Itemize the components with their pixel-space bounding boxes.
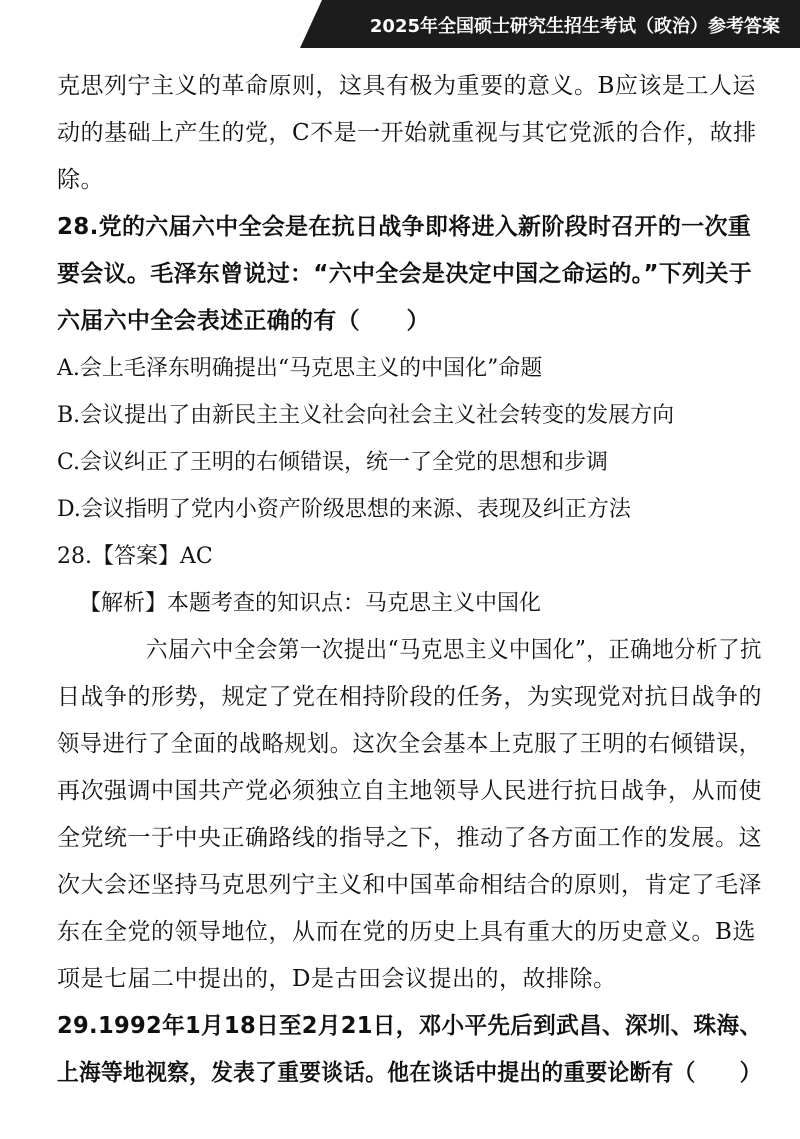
header-title: 2025年全国硕士研究生招生考试（政治）参考答案 [369,16,780,37]
text-line: 领导进行了全面的战略规划。这次全会基本上克服了王明的右倾错误， [57,731,762,757]
page-content [57,63,762,1097]
analysis-heading: 【解析】本题考查的知识点：马克思主义中国化 [79,591,542,616]
text-line: 除。 [57,167,104,193]
answer-line: 28.【答案】AC [57,544,213,569]
continuation-paragraph [57,63,762,204]
question-line: 29.1992年1月18日至2月21日，邓小平先后到武昌、深圳、珠海、 [57,1013,763,1039]
text-line: 六届六中全会第一次提出“马克思主义中国化”，正确地分析了抗 [145,637,763,663]
question-line: 要会议。毛泽东曾说过：“六中全会是决定中国之命运的。”下列关于 [57,261,753,287]
option-c: C.会议纠正了王明的右倾错误，统一了全党的思想和步调 [57,450,609,475]
text-line: 次大会还坚持马克思列宁主义和中国革命相结合的原则，肯定了毛泽 [57,872,762,898]
text-line: 全党统一于中央正确路线的指导之下，推动了各方面工作的发展。这 [57,825,762,851]
question-line: 六届六中全会表述正确的有（ ） [57,308,430,334]
option-a: A.会上毛泽东明确提出“马克思主义的中国化”命题 [57,356,543,381]
option-d: D.会议指明了党内小资产阶级思想的来源、表现及纠正方法 [57,497,631,522]
question-line: 28.党的六届六中全会是在抗日战争即将进入新阶段时召开的一次重 [57,214,752,240]
text-line: 日战争的形势，规定了党在相持阶段的任务，为实现党对抗日战争的 [57,684,762,710]
text-line: 再次强调中国共产党必须独立自主地领导人民进行抗日战争，从而使 [57,778,762,804]
text-line: 动的基础上产生的党，C不是一开始就重视与其它党派的合作，故排 [57,120,757,146]
question-28 [57,204,762,1003]
text-line: 项是七届二中提出的，D是古田会议提出的，故排除。 [57,966,617,992]
question-29 [57,1003,762,1097]
page-header [0,0,800,48]
text-line: 克思列宁主义的革命原则，这具有极为重要的意义。B应该是工人运 [57,73,756,99]
text-line: 东在全党的领导地位，从而在党的历史上具有重大的历史意义。B选 [57,919,756,945]
option-b: B.会议提出了由新民主主义社会向社会主义社会转变的发展方向 [57,403,675,428]
question-line: 上海等地视察，发表了重要谈话。他在谈话中提出的重要论断有（ ） [57,1060,762,1086]
analysis-paragraph [57,627,762,1003]
